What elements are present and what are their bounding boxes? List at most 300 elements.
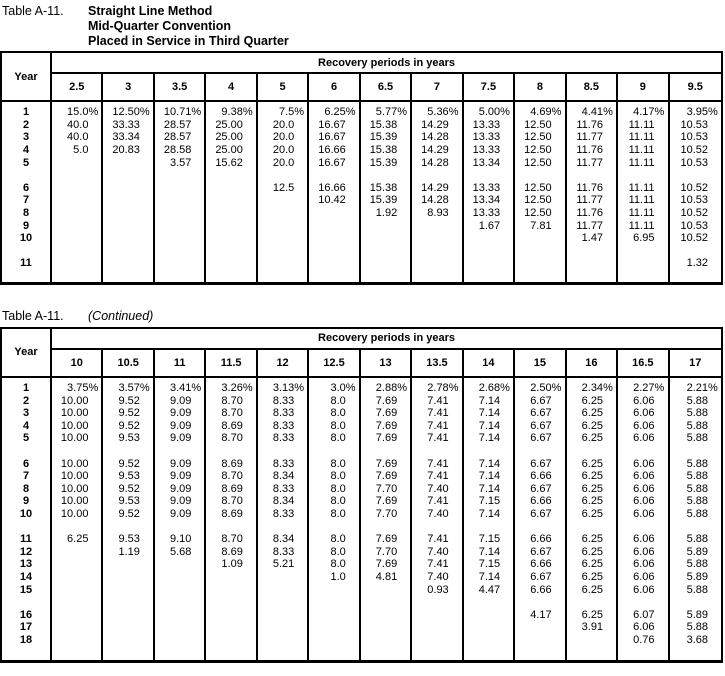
value-cell: 10.42 xyxy=(309,194,360,207)
value-cell: 9.52 xyxy=(103,508,154,521)
spacer-row xyxy=(2,270,721,282)
value-cell: 15.38 xyxy=(361,182,412,195)
period-header: 15 xyxy=(515,350,566,376)
table-row xyxy=(2,482,721,495)
value-cell: 8.69 xyxy=(206,545,257,558)
value-cell: 8.0 xyxy=(309,420,360,433)
value-cell xyxy=(515,634,566,647)
year-cell: 1 xyxy=(2,382,52,395)
value-cell: 6.25 % xyxy=(309,106,360,119)
value-cell: 13.33 xyxy=(464,207,515,220)
value-cell: 8.0 xyxy=(309,495,360,508)
value-cell xyxy=(206,596,257,609)
value-cell xyxy=(464,270,515,282)
value-cell: 9.09 xyxy=(155,407,206,420)
value-cell: 8.0 xyxy=(309,558,360,571)
value-cell: 1.09 xyxy=(206,558,257,571)
value-cell: 2.27 % xyxy=(618,382,669,395)
value-cell xyxy=(52,194,103,207)
value-cell xyxy=(206,232,257,245)
value-cell: 10.53 xyxy=(680,219,708,232)
value-cell xyxy=(618,646,669,660)
table1-title-lines xyxy=(88,4,289,49)
value-cell xyxy=(103,621,154,634)
value-cell: 8.70 xyxy=(206,533,257,546)
value-cell: 7.41 xyxy=(412,457,463,470)
table1-title-line-1: Straight Line Method xyxy=(88,4,213,18)
value-cell: 7.70 xyxy=(361,508,412,521)
table-row xyxy=(2,219,721,232)
value-cell: 10.00 xyxy=(52,420,103,433)
period-header: 10.5 xyxy=(103,350,154,376)
value-cell: 1.92 xyxy=(361,207,412,220)
value-cell xyxy=(103,257,154,270)
value-cell: 6.25 xyxy=(567,457,618,470)
value-cell: 40.0 xyxy=(52,131,103,144)
value-cell xyxy=(206,219,257,232)
gap-row xyxy=(2,445,721,458)
value-cell xyxy=(258,621,309,634)
table-row xyxy=(2,470,721,483)
value-cell: 6.25 xyxy=(567,432,618,445)
period-header: 2.5 xyxy=(52,74,103,100)
value-cell: 6.66 xyxy=(515,495,566,508)
value-cell: 14.28 xyxy=(412,156,463,169)
value-cell: 2.21 % xyxy=(686,382,718,395)
value-cell xyxy=(103,232,154,245)
value-cell xyxy=(464,596,515,609)
table2-group-header: Recovery periods in years xyxy=(52,329,721,350)
value-cell xyxy=(464,245,515,258)
value-cell: 3.13 % xyxy=(258,382,309,395)
value-cell: 8.33 xyxy=(258,407,309,420)
table-row xyxy=(2,232,721,245)
value-cell: 6.06 xyxy=(618,545,669,558)
value-cell xyxy=(155,634,206,647)
value-cell: 11.76 xyxy=(567,119,618,132)
value-cell xyxy=(309,270,360,282)
value-cell xyxy=(206,270,257,282)
value-cell xyxy=(361,257,412,270)
value-cell xyxy=(103,245,154,258)
value-cell: 5.88 xyxy=(686,457,708,470)
value-cell xyxy=(258,634,309,647)
value-cell: 8.0 xyxy=(309,470,360,483)
value-cell: 6.06 xyxy=(618,420,669,433)
value-cell xyxy=(258,608,309,621)
value-cell: 13.34 xyxy=(464,194,515,207)
value-cell xyxy=(361,608,412,621)
value-cell: 11.11 xyxy=(618,219,669,232)
table-row xyxy=(2,621,721,634)
value-cell: 5.88 xyxy=(686,558,708,571)
year-cell: 6 xyxy=(2,182,52,195)
value-cell xyxy=(412,646,463,660)
value-cell: 7.14 xyxy=(464,571,515,584)
period-header: 14 xyxy=(464,350,515,376)
value-cell xyxy=(515,257,566,270)
table1-year-header: Year xyxy=(2,53,52,100)
value-cell: 4.81 xyxy=(361,571,412,584)
value-cell: 8.70 xyxy=(206,495,257,508)
value-cell xyxy=(52,596,103,609)
table-row xyxy=(2,194,721,207)
value-cell xyxy=(206,646,257,660)
value-cell xyxy=(155,558,206,571)
value-cell: 13.34 xyxy=(464,156,515,169)
value-cell: 7.14 xyxy=(464,545,515,558)
value-cell: 4.47 xyxy=(464,583,515,596)
table-row xyxy=(2,156,721,169)
value-cell xyxy=(464,608,515,621)
table2-title-prefix: Table A-11. xyxy=(2,308,64,323)
value-cell xyxy=(52,621,103,634)
value-cell xyxy=(309,207,360,220)
year-cell: 7 xyxy=(2,470,52,483)
year-cell: 4 xyxy=(2,144,52,157)
value-cell xyxy=(670,646,721,660)
value-cell: 7.41 xyxy=(412,420,463,433)
value-cell: 8.93 xyxy=(412,207,463,220)
value-cell xyxy=(412,520,463,533)
value-cell: 2.50 % xyxy=(515,382,566,395)
year-cell: 17 xyxy=(2,621,52,634)
value-cell xyxy=(206,634,257,647)
table-row xyxy=(2,571,721,584)
value-cell xyxy=(309,583,360,596)
value-cell: 6.06 xyxy=(618,394,669,407)
value-cell: 33.33 xyxy=(103,119,154,132)
period-header: 8 xyxy=(515,74,566,100)
value-cell: 14.29 xyxy=(412,182,463,195)
value-cell: 6.06 xyxy=(618,558,669,571)
period-header: 4 xyxy=(206,74,257,100)
period-header: 13.5 xyxy=(412,350,463,376)
value-cell xyxy=(52,232,103,245)
year-cell: 3 xyxy=(2,407,52,420)
value-cell xyxy=(309,245,360,258)
value-cell: 5.68 xyxy=(155,545,206,558)
value-cell xyxy=(464,634,515,647)
value-cell xyxy=(618,596,669,609)
value-cell: 6.67 xyxy=(515,407,566,420)
table1-header xyxy=(2,53,721,102)
value-cell: 7.41 xyxy=(412,533,463,546)
value-cell xyxy=(52,608,103,621)
value-cell: 9.09 xyxy=(155,457,206,470)
value-cell: 10.00 xyxy=(52,482,103,495)
period-header: 3.5 xyxy=(155,74,206,100)
gap-row xyxy=(2,520,721,533)
value-cell xyxy=(103,571,154,584)
table-row xyxy=(2,495,721,508)
value-cell xyxy=(155,219,206,232)
value-cell xyxy=(309,232,360,245)
table-row xyxy=(2,545,721,558)
value-cell xyxy=(258,207,309,220)
value-cell: 6.06 xyxy=(618,508,669,521)
value-cell: 9.09 xyxy=(155,495,206,508)
value-cell xyxy=(567,596,618,609)
value-cell xyxy=(361,583,412,596)
value-cell: 3.95 % xyxy=(686,106,718,119)
value-cell: 3.75 % xyxy=(52,382,103,395)
value-cell: 7.15 xyxy=(464,558,515,571)
value-cell: 20.83 xyxy=(103,144,154,157)
value-cell xyxy=(515,232,566,245)
value-cell xyxy=(412,634,463,647)
value-cell: 1.67 xyxy=(464,219,515,232)
year-cell: 11 xyxy=(2,533,52,546)
value-cell xyxy=(412,169,463,182)
value-cell xyxy=(258,194,309,207)
value-cell xyxy=(361,270,412,282)
year-cell: 5 xyxy=(2,156,52,169)
value-cell: 1.47 xyxy=(567,232,618,245)
value-cell: 4.69 % xyxy=(515,106,566,119)
value-cell: 6.06 xyxy=(618,457,669,470)
value-cell: 9.52 xyxy=(103,407,154,420)
value-cell: 16.66 xyxy=(309,182,360,195)
table1 xyxy=(0,51,723,285)
table2-year-header: Year xyxy=(2,329,52,376)
value-cell: 25.00 xyxy=(206,119,257,132)
value-cell xyxy=(206,621,257,634)
value-cell xyxy=(412,621,463,634)
value-cell: 7.15 xyxy=(464,495,515,508)
value-cell: 11.11 xyxy=(618,131,669,144)
value-cell: 11.11 xyxy=(618,144,669,157)
value-cell: 11.76 xyxy=(567,182,618,195)
value-cell xyxy=(52,182,103,195)
year-cell: 11 xyxy=(2,257,52,270)
table1-group-header: Recovery periods in years xyxy=(52,53,721,74)
value-cell: 8.0 xyxy=(309,394,360,407)
value-cell: 5.88 xyxy=(686,394,708,407)
value-cell xyxy=(103,156,154,169)
value-cell: 6.67 xyxy=(515,482,566,495)
value-cell: 9.09 xyxy=(155,432,206,445)
value-cell: 5.88 xyxy=(686,482,708,495)
value-cell: 6.06 xyxy=(618,432,669,445)
value-cell xyxy=(103,583,154,596)
value-cell xyxy=(515,445,566,458)
value-cell: 9.10 xyxy=(155,533,206,546)
value-cell xyxy=(155,257,206,270)
value-cell: 20.0 xyxy=(258,144,309,157)
value-cell xyxy=(103,169,154,182)
year-cell: 13 xyxy=(2,558,52,571)
value-cell xyxy=(155,270,206,282)
period-header: 3 xyxy=(103,74,154,100)
value-cell: 3.91 xyxy=(567,621,618,634)
value-cell: 14.28 xyxy=(412,194,463,207)
value-cell xyxy=(155,621,206,634)
value-cell: 7.14 xyxy=(464,394,515,407)
period-header: 11.5 xyxy=(206,350,257,376)
value-cell: 5.89 xyxy=(686,570,708,583)
period-header: 12.5 xyxy=(309,350,360,376)
table-row xyxy=(2,119,721,132)
value-cell xyxy=(309,596,360,609)
period-header: 5 xyxy=(258,74,309,100)
value-cell: 4.17 % xyxy=(618,106,669,119)
value-cell xyxy=(670,596,721,609)
value-cell xyxy=(361,232,412,245)
value-cell: 8.69 xyxy=(206,457,257,470)
value-cell xyxy=(52,571,103,584)
table-row xyxy=(2,257,721,270)
value-cell xyxy=(567,445,618,458)
value-cell: 16.67 xyxy=(309,119,360,132)
value-cell: 4.41 % xyxy=(567,106,618,119)
period-header: 8.5 xyxy=(567,74,618,100)
value-cell xyxy=(206,182,257,195)
value-cell xyxy=(567,520,618,533)
value-cell xyxy=(412,270,463,282)
value-cell: 7.69 xyxy=(361,457,412,470)
value-cell: 6.67 xyxy=(515,432,566,445)
table-row xyxy=(2,457,721,470)
value-cell xyxy=(464,646,515,660)
value-cell xyxy=(670,169,721,182)
value-cell: 5.77 % xyxy=(361,106,412,119)
value-cell xyxy=(155,608,206,621)
value-cell: 10.00 xyxy=(52,394,103,407)
value-cell: 8.33 xyxy=(258,508,309,521)
period-header: 11 xyxy=(155,350,206,376)
value-cell xyxy=(258,270,309,282)
value-cell xyxy=(567,270,618,282)
value-cell: 33.34 xyxy=(103,131,154,144)
value-cell: 9.53 xyxy=(103,495,154,508)
year-cell: 8 xyxy=(2,207,52,220)
period-header: 10 xyxy=(52,350,103,376)
value-cell: 5.88 xyxy=(686,533,708,546)
period-header: 16.5 xyxy=(618,350,669,376)
value-cell xyxy=(103,445,154,458)
value-cell xyxy=(412,608,463,621)
value-cell: 5.89 xyxy=(686,545,708,558)
table2-title-continued: (Continued) xyxy=(88,308,154,323)
value-cell: 9.09 xyxy=(155,420,206,433)
year-cell: 2 xyxy=(2,394,52,407)
value-cell xyxy=(670,520,721,533)
period-header: 13 xyxy=(361,350,412,376)
year-cell: 9 xyxy=(2,495,52,508)
value-cell: 10.00 xyxy=(52,508,103,521)
table-row xyxy=(2,608,721,621)
value-cell: 5.88 xyxy=(686,470,708,483)
value-cell: 8.33 xyxy=(258,420,309,433)
value-cell xyxy=(258,596,309,609)
value-cell: 6.06 xyxy=(618,495,669,508)
year-cell: 2 xyxy=(2,119,52,132)
value-cell: 7.70 xyxy=(361,545,412,558)
table-row xyxy=(2,382,721,395)
value-cell: 28.58 xyxy=(155,144,206,157)
value-cell: 5.88 xyxy=(686,407,708,420)
value-cell: 6.06 xyxy=(618,621,669,634)
value-cell: 10.52 xyxy=(680,181,708,194)
table-row xyxy=(2,432,721,445)
table-row xyxy=(2,634,721,647)
value-cell xyxy=(258,571,309,584)
value-cell xyxy=(309,646,360,660)
year-cell: 7 xyxy=(2,194,52,207)
value-cell: 15.39 xyxy=(361,194,412,207)
year-cell: 1 xyxy=(2,106,52,119)
year-cell: 9 xyxy=(2,219,52,232)
value-cell: 25.00 xyxy=(206,144,257,157)
value-cell: 2.78 % xyxy=(412,382,463,395)
value-cell xyxy=(155,207,206,220)
table-row xyxy=(2,182,721,195)
year-cell: 14 xyxy=(2,571,52,584)
value-cell: 20.0 xyxy=(258,156,309,169)
value-cell: 8.0 xyxy=(309,432,360,445)
value-cell: 6.06 xyxy=(618,571,669,584)
value-cell: 7.14 xyxy=(464,457,515,470)
value-cell xyxy=(52,634,103,647)
value-cell xyxy=(464,232,515,245)
value-cell xyxy=(52,445,103,458)
value-cell: 6.25 xyxy=(567,407,618,420)
value-cell: 5.88 xyxy=(686,419,708,432)
value-cell: 14.29 xyxy=(412,119,463,132)
value-cell: 7.69 xyxy=(361,495,412,508)
value-cell: 8.69 xyxy=(206,420,257,433)
value-cell: 12.50 xyxy=(515,156,566,169)
value-cell: 11.11 xyxy=(618,207,669,220)
value-cell: 28.57 xyxy=(155,119,206,132)
value-cell: 10.71 % xyxy=(155,106,206,119)
value-cell xyxy=(258,583,309,596)
value-cell xyxy=(618,270,669,282)
value-cell: 9.52 xyxy=(103,482,154,495)
value-cell: 10.53 xyxy=(680,194,708,207)
value-cell: 7.14 xyxy=(464,420,515,433)
value-cell: 6.06 xyxy=(618,470,669,483)
year-cell-empty xyxy=(2,646,52,660)
value-cell: 11.76 xyxy=(567,207,618,220)
value-cell: 20.0 xyxy=(258,131,309,144)
value-cell: 9.09 xyxy=(155,482,206,495)
value-cell: 7.41 xyxy=(412,407,463,420)
value-cell: 11.11 xyxy=(618,156,669,169)
value-cell xyxy=(412,445,463,458)
value-cell: 3.57 % xyxy=(103,382,154,395)
table1-title-line-2: Mid-Quarter Convention xyxy=(88,19,232,33)
value-cell: 10.52 xyxy=(680,207,708,220)
value-cell: 3.41 % xyxy=(155,382,206,395)
year-cell-empty xyxy=(2,520,52,533)
table-row xyxy=(2,207,721,220)
value-cell: 7.14 xyxy=(464,508,515,521)
value-cell xyxy=(618,245,669,258)
value-cell xyxy=(515,270,566,282)
table1-body xyxy=(2,102,721,282)
value-cell: 5.88 xyxy=(686,507,708,520)
value-cell: 12.50 xyxy=(515,194,566,207)
table2-body xyxy=(2,378,721,660)
value-cell xyxy=(52,270,103,282)
value-cell: 6.25 xyxy=(567,533,618,546)
value-cell: 11.76 xyxy=(567,144,618,157)
period-header: 7 xyxy=(412,74,463,100)
value-cell: 40.0 xyxy=(52,119,103,132)
value-cell: 5.36 % xyxy=(412,106,463,119)
